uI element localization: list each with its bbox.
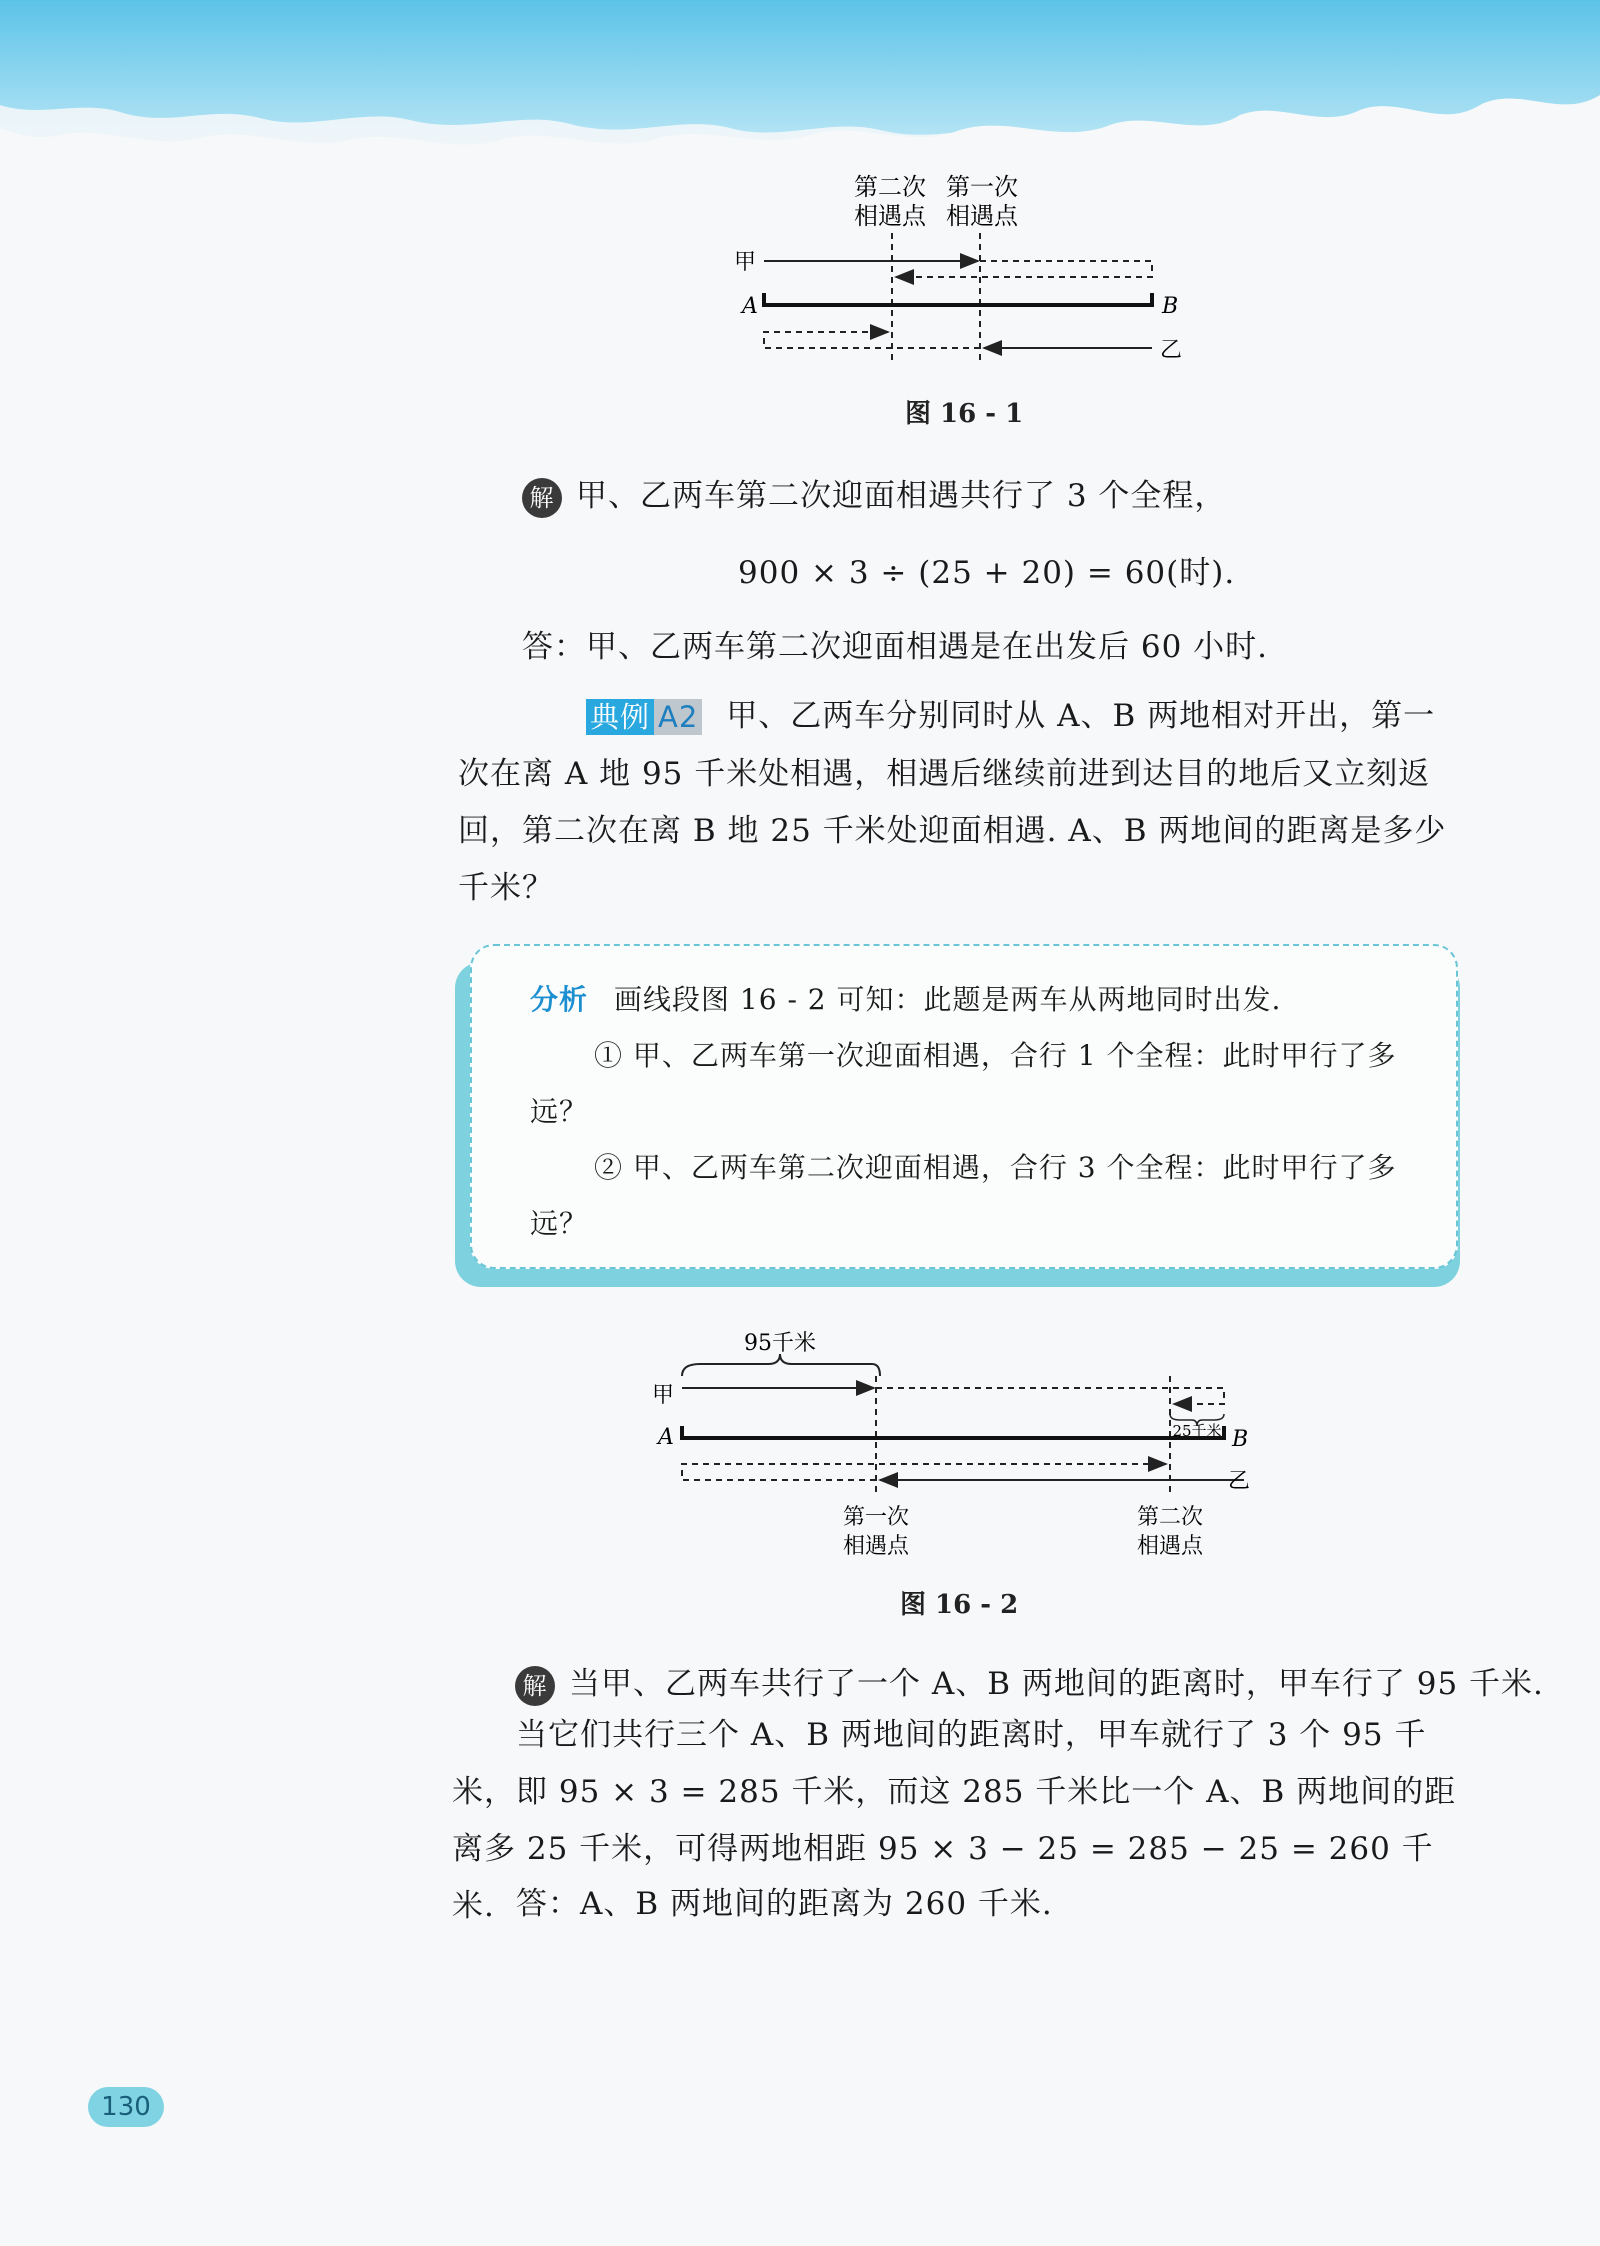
fig2-jia-label: 甲 — [652, 1383, 675, 1408]
solution-badge: 解 — [515, 1666, 555, 1706]
solution2-answer: 答：A、B 两地间的距离为 260 千米. — [516, 1886, 1053, 1922]
figure-16-1-caption: 图 16 - 1 — [905, 399, 1024, 429]
fig1-jia-label: 甲 — [734, 250, 757, 275]
analysis-point-2: ② 甲、乙两车第二次迎面相遇，合行 3 个全程：此时甲行了多远？ — [530, 1151, 1397, 1240]
figure-16-2-diagram — [640, 1320, 1260, 1565]
solution2-line1: 当甲、乙两车共行了一个 A、B 两地间的距离时，甲车行了 95 千米. — [569, 1666, 1544, 1702]
fig1-point-b: B — [1162, 294, 1179, 319]
analysis-intro-line — [530, 972, 1430, 1028]
fig1-yi-return-path — [764, 332, 980, 348]
fig2-second-meet-label-1: 第二次 — [1136, 1505, 1204, 1530]
analysis-box — [470, 944, 1458, 1269]
figure-16-2-caption: 图 16 - 2 — [900, 1590, 1019, 1620]
fig2-second-meet-label-2: 相遇点 — [1136, 1534, 1204, 1559]
solution1-line — [522, 470, 1226, 518]
fig1-ab-segment — [764, 293, 1152, 305]
fig1-first-meet-label-2: 相遇点 — [946, 202, 1018, 230]
figure-16-1-diagram — [720, 165, 1200, 380]
fig2-95km-label: 95千米 — [744, 1331, 816, 1356]
fig2-point-a: A — [658, 1425, 674, 1450]
fig1-second-meet-label-1: 第二次 — [854, 173, 926, 201]
solution1-text: 甲、乙两车第二次迎面相遇共行了 3 个全程， — [576, 478, 1227, 514]
fig1-second-meet-label-2: 相遇点 — [854, 202, 926, 230]
fig2-25km-label: 25千米 — [1172, 1422, 1222, 1440]
fig2-jia-return-path — [876, 1388, 1224, 1404]
fig1-jia-return-path — [896, 261, 1152, 277]
analysis-title: 分析 — [530, 983, 589, 1016]
example-a2 — [458, 688, 1463, 917]
fig1-first-meet-label-1: 第一次 — [946, 173, 1018, 201]
solution1-formula: 900 × 3 ÷ (25 + 20) = 60(时). — [738, 555, 1236, 591]
fig2-95km-brace — [682, 1354, 880, 1376]
example-text: 甲、乙两车分别同时从 A、B 两地相对开出，第一次在离 A 地 95 千米处相遇，相遇后继续前进到达目的地后又立刻返回，第二次在离 B 地 25 千米处迎面相遇. A、B 两地间的距离是多少千米？ — [458, 698, 1447, 906]
solution2-line — [515, 1658, 1544, 1706]
fig1-yi-label: 乙 — [1160, 338, 1183, 363]
fig2-point-b: B — [1232, 1427, 1249, 1452]
fig2-ab-segment — [682, 1426, 1224, 1438]
solution1-answer: 答：甲、乙两车第二次迎面相遇是在出发后 60 小时. — [522, 629, 1269, 665]
top-cloud-banner — [0, 0, 1600, 180]
fig2-first-meet-label-1: 第一次 — [842, 1505, 910, 1530]
analysis-intro: 画线段图 16 - 2 可知：此题是两车从两地同时出发. — [614, 983, 1282, 1016]
analysis-point-1: ① 甲、乙两车第一次迎面相遇，合行 1 个全程：此时甲行了多远？ — [530, 1039, 1397, 1128]
fig2-yi-return-path — [682, 1464, 1166, 1480]
example-tag: 典例 A2 — [522, 689, 702, 746]
solution-badge: 解 — [522, 478, 562, 518]
fig1-point-a: A — [742, 294, 758, 319]
page-number: 130 — [88, 2087, 164, 2127]
fig2-yi-label: 乙 — [1228, 1469, 1251, 1494]
fig2-first-meet-label-2: 相遇点 — [842, 1534, 910, 1559]
solution2-paragraph: 当它们共行三个 A、B 两地间的距离时，甲车就行了 3 个 95 千米，即 95 × 3 = 285 千米，而这 285 千米比一个 A、B 两地间的距离多 25 千米，可得两地相距 95 × 3 − 25 = 285 − 25 = 260 千米. — [452, 1717, 1457, 1924]
